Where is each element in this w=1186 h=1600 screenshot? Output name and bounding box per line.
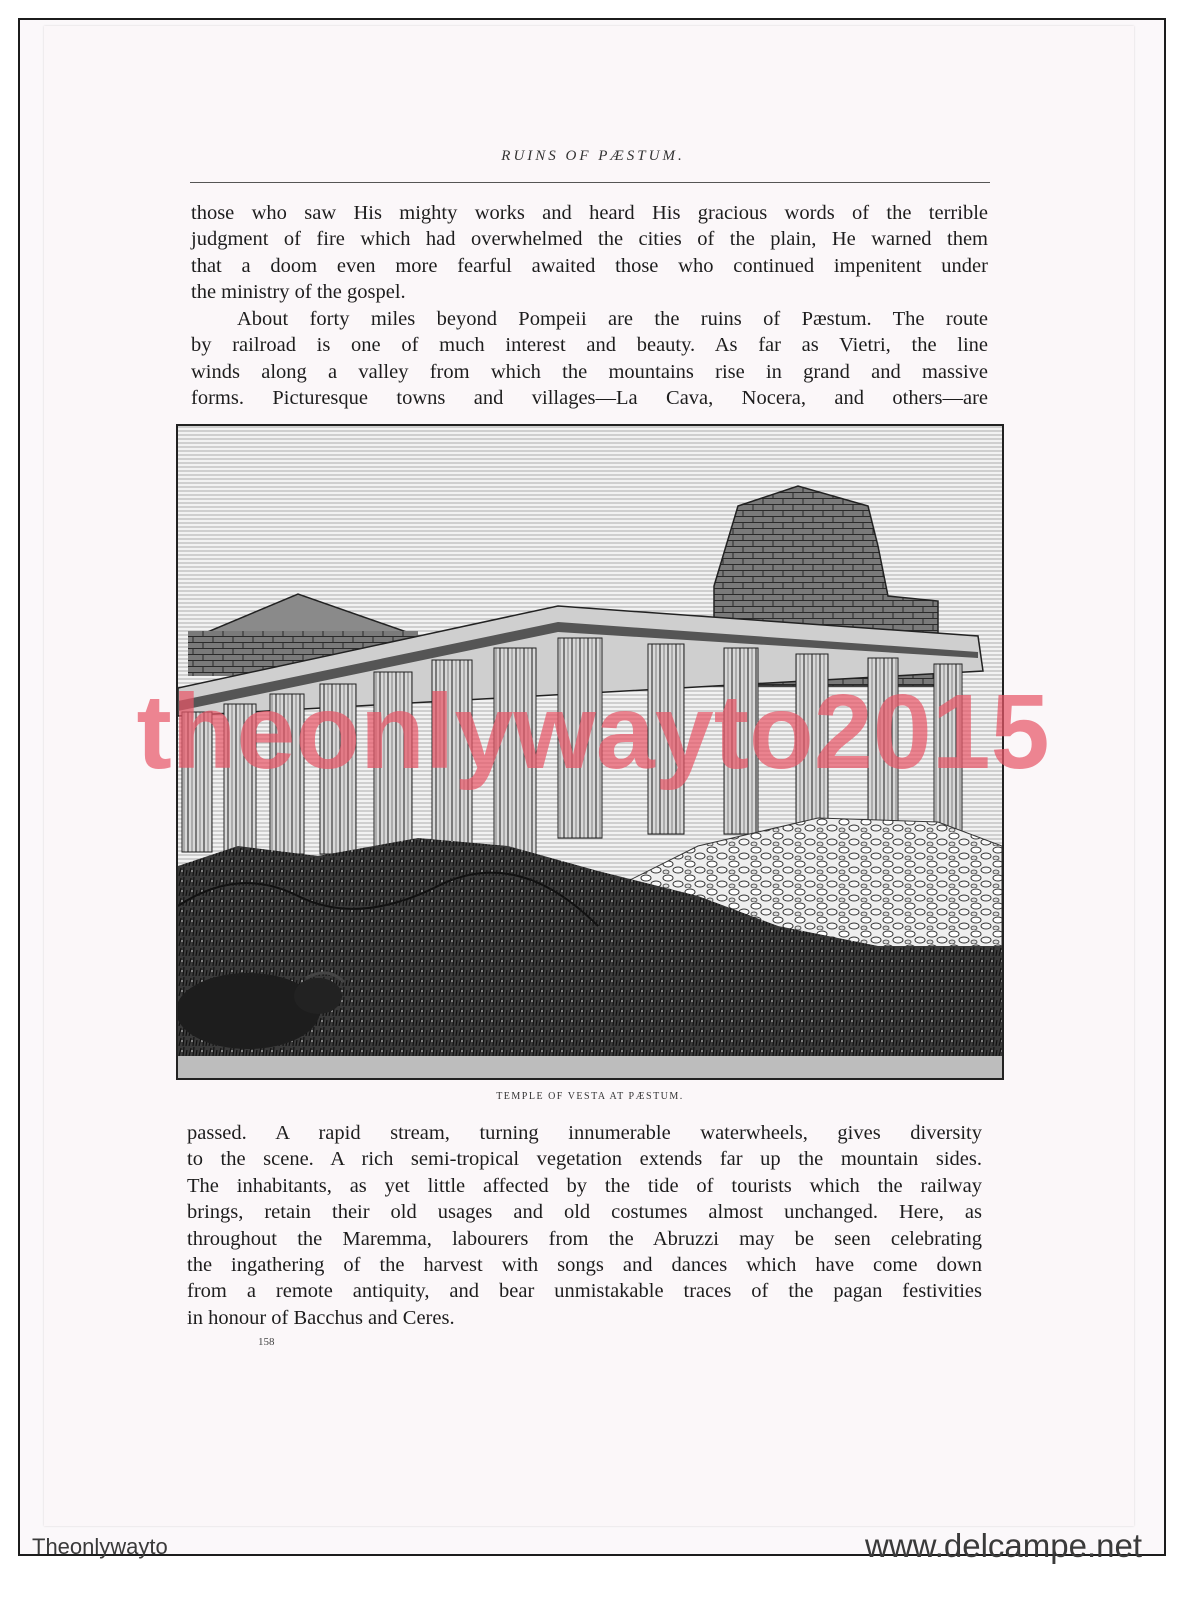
text-line: brings, retain their old usages and old costumes almost unchanged. Here, as [187,1201,982,1224]
text-line: About forty miles beyond Pompeii are the ruins of Pæstum. The route [237,308,988,330]
engraving-temple-of-vesta [176,424,1004,1080]
site-url[interactable]: www.delcampe.net [865,1527,1142,1564]
watermark-text: theonlywayto2015 [136,673,1050,791]
text-line: that a doom even more fearful awaited those who continued impenitent under [191,254,988,277]
figure-caption: TEMPLE OF VESTA AT PÆSTUM. [496,1091,684,1102]
text-line: from a remote antiquity, and bear unmistakable traces of the pagan festivities [187,1280,982,1303]
paragraph-1 [191,200,988,306]
text-line: in honour of Bacchus and Ceres. [187,1306,455,1329]
text-line: those who saw His mighty works and heard His gracious words of the terrible [191,202,988,224]
text-line: The inhabitants, as yet little affected by the tide of tourists which the railway [187,1174,982,1197]
text-line: winds along a valley from which the mountains rise in grand and massive [191,360,988,383]
text-line: the ministry of the gospel. [191,281,406,304]
text-line: the ingathering of the harvest with songs and dances which have come down [187,1254,982,1277]
text-line: forms. Picturesque towns and villages—La Cava, Nocera, and others—are [191,387,988,410]
paragraph-2 [191,306,988,412]
running-head: RUINS OF PÆSTUM. [501,148,685,164]
header-rule [190,182,990,183]
paragraph-3 [187,1120,982,1331]
text-line: to the scene. A rich semi-tropical vegetation extends far up the mountain sides. [187,1148,982,1171]
seller-name: Theonlywayto [32,1534,168,1559]
text-line: judgment of fire which had overwhelmed the cities of the plain, He warned them [191,228,988,251]
text-line: passed. A rapid stream, turning innumerable waterwheels, gives diversity [187,1122,982,1144]
page-number: 158 [258,1336,275,1348]
text-line: by railroad is one of much interest and beauty. As far as Vietri, the line [191,334,988,357]
text-line: throughout the Maremma, labourers from the Abruzzi may be seen celebrating [187,1227,982,1250]
